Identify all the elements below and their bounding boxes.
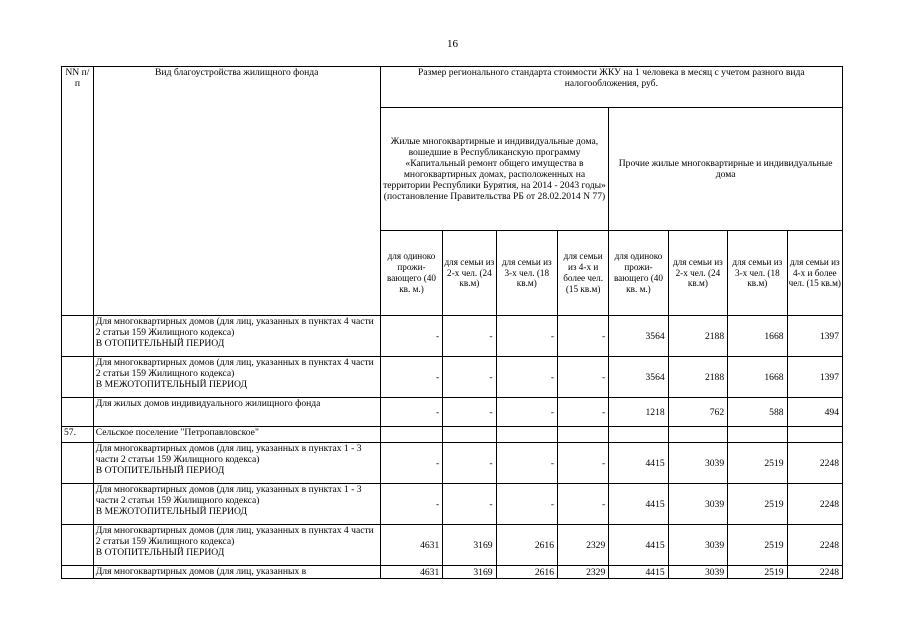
subheader: для семьи из 2-х чел. (24 кв.м) [443, 231, 496, 316]
table-row [62, 484, 843, 525]
subheader: для семьи из 2-х чел. (24 кв.м) [668, 231, 727, 316]
header-size: Размер регионального стандарта стоимости ЖКУ на 1 человека в месяц с учетом разного вида налогообложения, руб. [380, 67, 842, 108]
row-description [93, 566, 380, 579]
row-desc-text: Для многоквартирных домов (для лиц, указанных в пунктах 4 части 2 статьи 159 Жилищного кодекса) [95, 525, 374, 547]
row-value: 2519 [728, 525, 787, 566]
row-value: - [443, 316, 496, 357]
row-period: В МЕЖОТОПИТЕЛЬНЫЙ ПЕРИОД [95, 506, 248, 517]
row-value: 1397 [787, 316, 842, 357]
row-number [62, 398, 94, 427]
row-value: 2329 [558, 566, 609, 579]
page-number: 16 [447, 38, 458, 50]
row-value: - [496, 398, 557, 427]
row-value: 2248 [787, 525, 842, 566]
row-desc-text: Для жилых домов индивидуального жилищного фонда [95, 398, 321, 409]
header-type: Вид благоустройства жилищного фонда [93, 67, 380, 316]
subheader: для одиноко прожи-вающего (40 кв. м.) [609, 231, 668, 316]
header-group-b: Прочие жилые многоквартирные и индивидуальные дома [609, 108, 843, 231]
subheader: для семьи из 3-х чел. (18 кв.м) [496, 231, 557, 316]
row-value: - [380, 316, 443, 357]
row-number [62, 316, 94, 357]
row-value: 2188 [668, 357, 727, 398]
table-row [62, 357, 843, 398]
row-desc-text: Для многоквартирных домов (для лиц, указанных в пунктах 1 - 3 части 2 статьи 159 Жилищного кодекса) [95, 484, 362, 506]
row-value: 2616 [496, 525, 557, 566]
row-value: - [558, 484, 609, 525]
row-value: 3564 [609, 316, 668, 357]
row-value [609, 427, 668, 443]
row-value: - [380, 443, 443, 484]
row-period: В МЕЖОТОПИТЕЛЬНЫЙ ПЕРИОД [95, 379, 248, 390]
row-value: - [380, 398, 443, 427]
row-value [728, 427, 787, 443]
row-value: 2616 [496, 566, 557, 579]
row-value: 4415 [609, 566, 668, 579]
row-value: - [443, 357, 496, 398]
subheader: для семьи из 4-х и более чел. (15 кв.м) [787, 231, 842, 316]
row-desc-text: Для многоквартирных домов (для лиц, указанных в пунктах 4 части 2 статьи 159 Жилищного кодекса) [95, 357, 374, 379]
row-value: 3039 [668, 484, 727, 525]
row-description [93, 398, 380, 427]
row-value [787, 427, 842, 443]
row-description [93, 316, 380, 357]
row-period: В ОТОПИТЕЛЬНЫЙ ПЕРИОД [95, 465, 225, 476]
row-number [62, 443, 94, 484]
row-value: 4415 [609, 443, 668, 484]
row-value [668, 427, 727, 443]
row-value: 3039 [668, 566, 727, 579]
row-value: - [558, 443, 609, 484]
row-value: 494 [787, 398, 842, 427]
subheader: для семьи из 3-х чел. (18 кв.м) [728, 231, 787, 316]
row-value: 1218 [609, 398, 668, 427]
table-row [62, 398, 843, 427]
row-number [62, 566, 94, 579]
table-row [62, 525, 843, 566]
row-value: 2248 [787, 484, 842, 525]
row-value: 4415 [609, 484, 668, 525]
row-value: 2248 [787, 566, 842, 579]
row-value: 1668 [728, 316, 787, 357]
table-row [62, 427, 843, 443]
row-value: 3039 [668, 443, 727, 484]
row-value [558, 427, 609, 443]
row-number [62, 525, 94, 566]
row-value: - [496, 316, 557, 357]
row-description [93, 357, 380, 398]
row-value [380, 427, 443, 443]
row-value: - [496, 484, 557, 525]
row-description [93, 484, 380, 525]
table-row [62, 316, 843, 357]
row-value: 762 [668, 398, 727, 427]
row-period: В ОТОПИТЕЛЬНЫЙ ПЕРИОД [95, 338, 225, 349]
row-value: 4631 [380, 566, 443, 579]
row-desc-text: Сельское поселение "Петропавловское" [95, 427, 259, 438]
header-num: NN п/п [62, 67, 94, 316]
row-value: - [558, 398, 609, 427]
row-description [93, 427, 380, 443]
row-value: 4415 [609, 525, 668, 566]
row-value: - [443, 398, 496, 427]
row-value [496, 427, 557, 443]
row-value: 3564 [609, 357, 668, 398]
row-value: - [558, 357, 609, 398]
row-value: 3169 [443, 525, 496, 566]
row-value: 2329 [558, 525, 609, 566]
row-value: 2519 [728, 443, 787, 484]
header-group-a: Жилые многоквартирные и индивидуальные дома, вошедшие в Республиканскую программу «Капитальный ремонт общего имущества в многоквартирных домах, расположенных на территории Республики Бурятия, на 2014 - 2043 годы» (постановление Правительства РБ от 28.02.2014 N 77) [380, 108, 609, 231]
row-value: 1397 [787, 357, 842, 398]
subheader: для семьи из 4-х и более чел. (15 кв.м) [558, 231, 609, 316]
row-value: - [443, 443, 496, 484]
row-value: - [496, 443, 557, 484]
row-value: 4631 [380, 525, 443, 566]
row-number: 57. [62, 427, 94, 443]
row-description [93, 443, 380, 484]
row-period: В ОТОПИТЕЛЬНЫЙ ПЕРИОД [95, 547, 225, 558]
row-desc-text: Для многоквартирных домов (для лиц, указанных в пунктах 1 - 3 части 2 статьи 159 Жилищного кодекса) [95, 443, 362, 465]
row-value: - [443, 484, 496, 525]
row-value: 2519 [728, 484, 787, 525]
row-value [443, 427, 496, 443]
table-row [62, 443, 843, 484]
row-value: - [496, 357, 557, 398]
row-value: 1668 [728, 357, 787, 398]
row-number [62, 484, 94, 525]
row-value: - [380, 357, 443, 398]
row-value: 2519 [728, 566, 787, 579]
tariff-table [61, 66, 843, 579]
table-row [62, 566, 843, 579]
row-desc-text: Для многоквартирных домов (для лиц, указанных в пунктах 4 части 2 статьи 159 Жилищного кодекса) [95, 316, 374, 338]
row-value: 3169 [443, 566, 496, 579]
row-value: 588 [728, 398, 787, 427]
row-value: 3039 [668, 525, 727, 566]
row-description [93, 525, 380, 566]
row-value: - [380, 484, 443, 525]
row-value: 2248 [787, 443, 842, 484]
row-number [62, 357, 94, 398]
row-desc-text: Для многоквартирных домов (для лиц, указанных в [95, 566, 307, 577]
row-value: - [558, 316, 609, 357]
subheader: для одиноко прожи-вающего (40 кв. м.) [380, 231, 443, 316]
row-value: 2188 [668, 316, 727, 357]
